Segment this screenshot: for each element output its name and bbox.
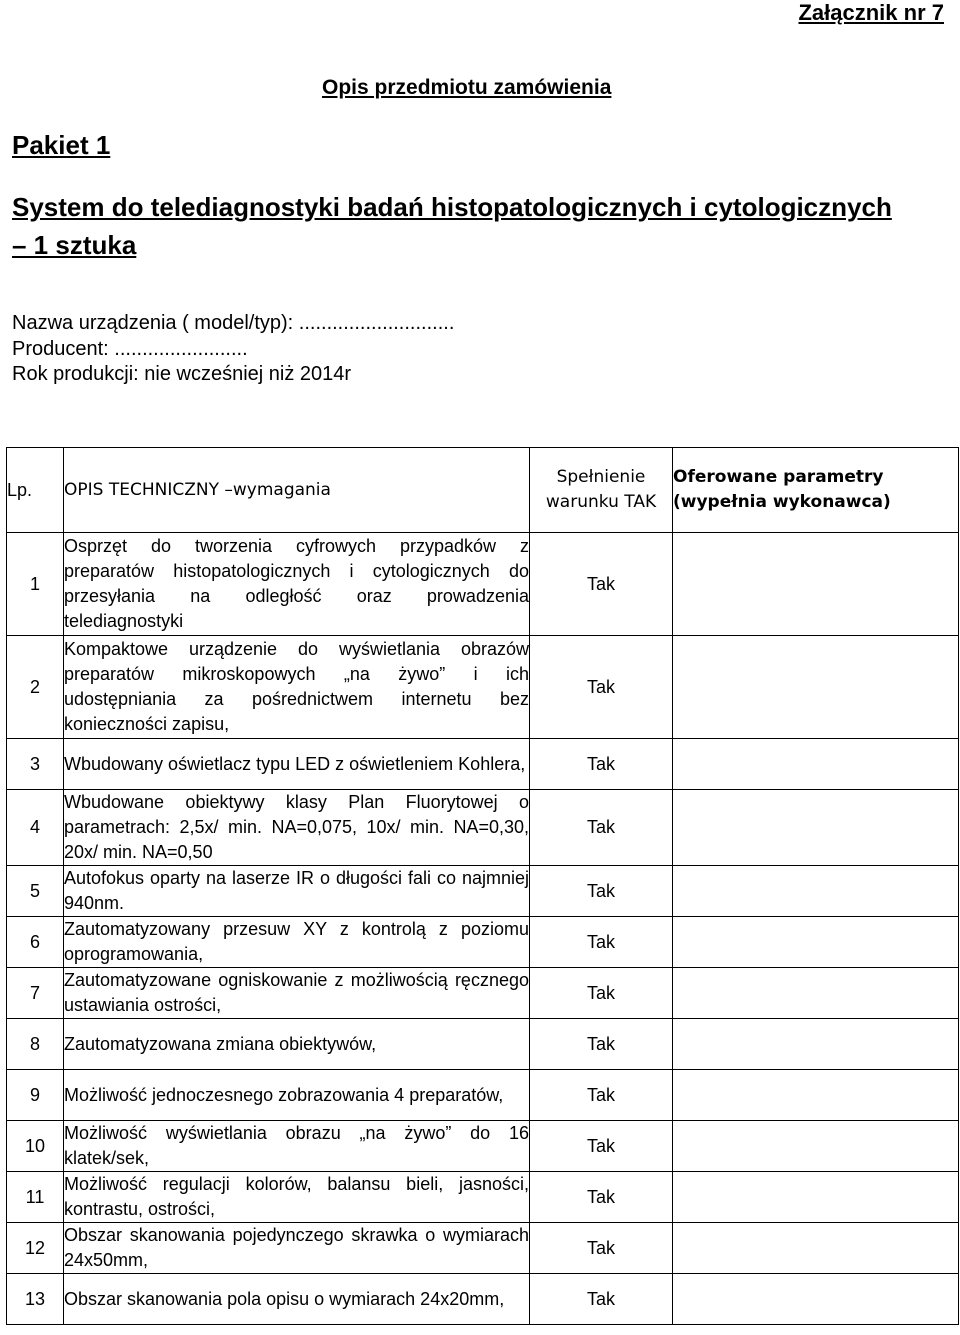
row-compliance: Tak <box>530 917 673 968</box>
row-requirement: Osprzęt do tworzenia cyfrowych przypadków z preparatów histopatologicznych i cytologicznych do przesyłania na odległość oraz prowadzenia telediagnostyki <box>64 533 530 636</box>
row-requirement: Zautomatyzowany przesuw XY z kontrolą z poziomu oprogramowania, <box>64 917 530 968</box>
row-compliance: Tak <box>530 1274 673 1325</box>
row-compliance: Tak <box>530 533 673 636</box>
row-compliance: Tak <box>530 1223 673 1274</box>
row-compliance: Tak <box>530 636 673 739</box>
row-compliance: Tak <box>530 739 673 790</box>
row-offered-cell[interactable] <box>673 533 959 636</box>
table-row <box>7 1274 959 1325</box>
row-number: 9 <box>7 1070 64 1121</box>
table-row <box>7 1223 959 1274</box>
row-requirement: Możliwość regulacji kolorów, balansu bieli, jasności, kontrastu, ostrości, <box>64 1172 530 1223</box>
row-number: 6 <box>7 917 64 968</box>
row-compliance: Tak <box>530 790 673 866</box>
specification-table <box>6 447 959 1325</box>
system-title-text: System do telediagnostyki badań histopatologicznych i cytologicznych – 1 sztuka <box>12 192 892 260</box>
row-requirement: Zautomatyzowana zmiana obiektywów, <box>64 1019 530 1070</box>
row-offered-cell[interactable] <box>673 1172 959 1223</box>
row-offered-cell[interactable] <box>673 1274 959 1325</box>
row-compliance: Tak <box>530 1172 673 1223</box>
package-title: Pakiet 1 <box>12 130 111 160</box>
row-requirement: Wbudowane obiektywy klasy Plan Fluorytowej o parametrach: 2,5x/ min. NA=0,075, 10x/ min. NA=0,30, 20x/ min. NA=0,50 <box>64 790 530 866</box>
row-requirement: Obszar skanowania pojedynczego skrawka o wymiarach 24x50mm, <box>64 1223 530 1274</box>
row-number: 5 <box>7 866 64 917</box>
row-offered-cell[interactable] <box>673 917 959 968</box>
row-requirement: Możliwość wyświetlania obrazu „na żywo” do 16 klatek/sek, <box>64 1121 530 1172</box>
row-compliance: Tak <box>530 1019 673 1070</box>
row-number: 4 <box>7 790 64 866</box>
row-requirement: Autofokus oparty na laserze IR o długości fali co najmniej 940nm. <box>64 866 530 917</box>
producer-line: Producent: ........................ <box>12 338 248 360</box>
row-compliance: Tak <box>530 968 673 1019</box>
row-offered-cell[interactable] <box>673 866 959 917</box>
table-row <box>7 790 959 866</box>
row-compliance: Tak <box>530 866 673 917</box>
row-compliance: Tak <box>530 1121 673 1172</box>
row-offered-cell[interactable] <box>673 1121 959 1172</box>
row-number: 7 <box>7 968 64 1019</box>
row-number: 1 <box>7 533 64 636</box>
production-year-line: Rok produkcji: nie wcześniej niż 2014r <box>12 363 352 385</box>
table-row <box>7 1070 959 1121</box>
header-offered: Oferowane parametry (wypełnia wykonawca) <box>673 448 959 533</box>
row-offered-cell[interactable] <box>673 1223 959 1274</box>
table-row <box>7 1019 959 1070</box>
row-offered-cell[interactable] <box>673 1070 959 1121</box>
row-requirement: Obszar skanowania pola opisu o wymiarach 24x20mm, <box>64 1274 530 1325</box>
table-row <box>7 917 959 968</box>
row-requirement: Możliwość jednoczesnego zobrazowania 4 preparatów, <box>64 1070 530 1121</box>
annex-label: Załącznik nr 7 <box>798 0 944 25</box>
row-number: 8 <box>7 1019 64 1070</box>
document-subject: Opis przedmiotu zamówienia <box>322 76 612 99</box>
table-row <box>7 636 959 739</box>
row-offered-cell[interactable] <box>673 968 959 1019</box>
table-body <box>7 533 959 1325</box>
row-number: 3 <box>7 739 64 790</box>
table-row <box>7 1172 959 1223</box>
row-requirement: Wbudowany oświetlacz typu LED z oświetleniem Kohlera, <box>64 739 530 790</box>
row-number: 11 <box>7 1172 64 1223</box>
row-requirement: Zautomatyzowane ogniskowanie z możliwością ręcznego ustawiania ostrości, <box>64 968 530 1019</box>
table-row <box>7 968 959 1019</box>
device-name-line: Nazwa urządzenia ( model/typ): ............................ <box>12 312 455 334</box>
row-offered-cell[interactable] <box>673 790 959 866</box>
header-compliance: Spełnienie warunku TAK <box>530 448 673 533</box>
table-row <box>7 866 959 917</box>
row-number: 13 <box>7 1274 64 1325</box>
table-row <box>7 1121 959 1172</box>
row-number: 12 <box>7 1223 64 1274</box>
row-requirement: Kompaktowe urządzenie do wyświetlania obrazów preparatów mikroskopowych „na żywo” i ich udostępniania za pośrednictwem internetu bez konieczności zapisu, <box>64 636 530 739</box>
table-row <box>7 533 959 636</box>
row-compliance: Tak <box>530 1070 673 1121</box>
row-offered-cell[interactable] <box>673 739 959 790</box>
header-lp: Lp. <box>7 448 64 533</box>
row-offered-cell[interactable] <box>673 636 959 739</box>
system-title <box>12 188 912 264</box>
table-header-row <box>7 448 959 533</box>
row-offered-cell[interactable] <box>673 1019 959 1070</box>
header-description: OPIS TECHNICZNY –wymagania <box>64 448 530 533</box>
row-number: 2 <box>7 636 64 739</box>
table-row <box>7 739 959 790</box>
row-number: 10 <box>7 1121 64 1172</box>
